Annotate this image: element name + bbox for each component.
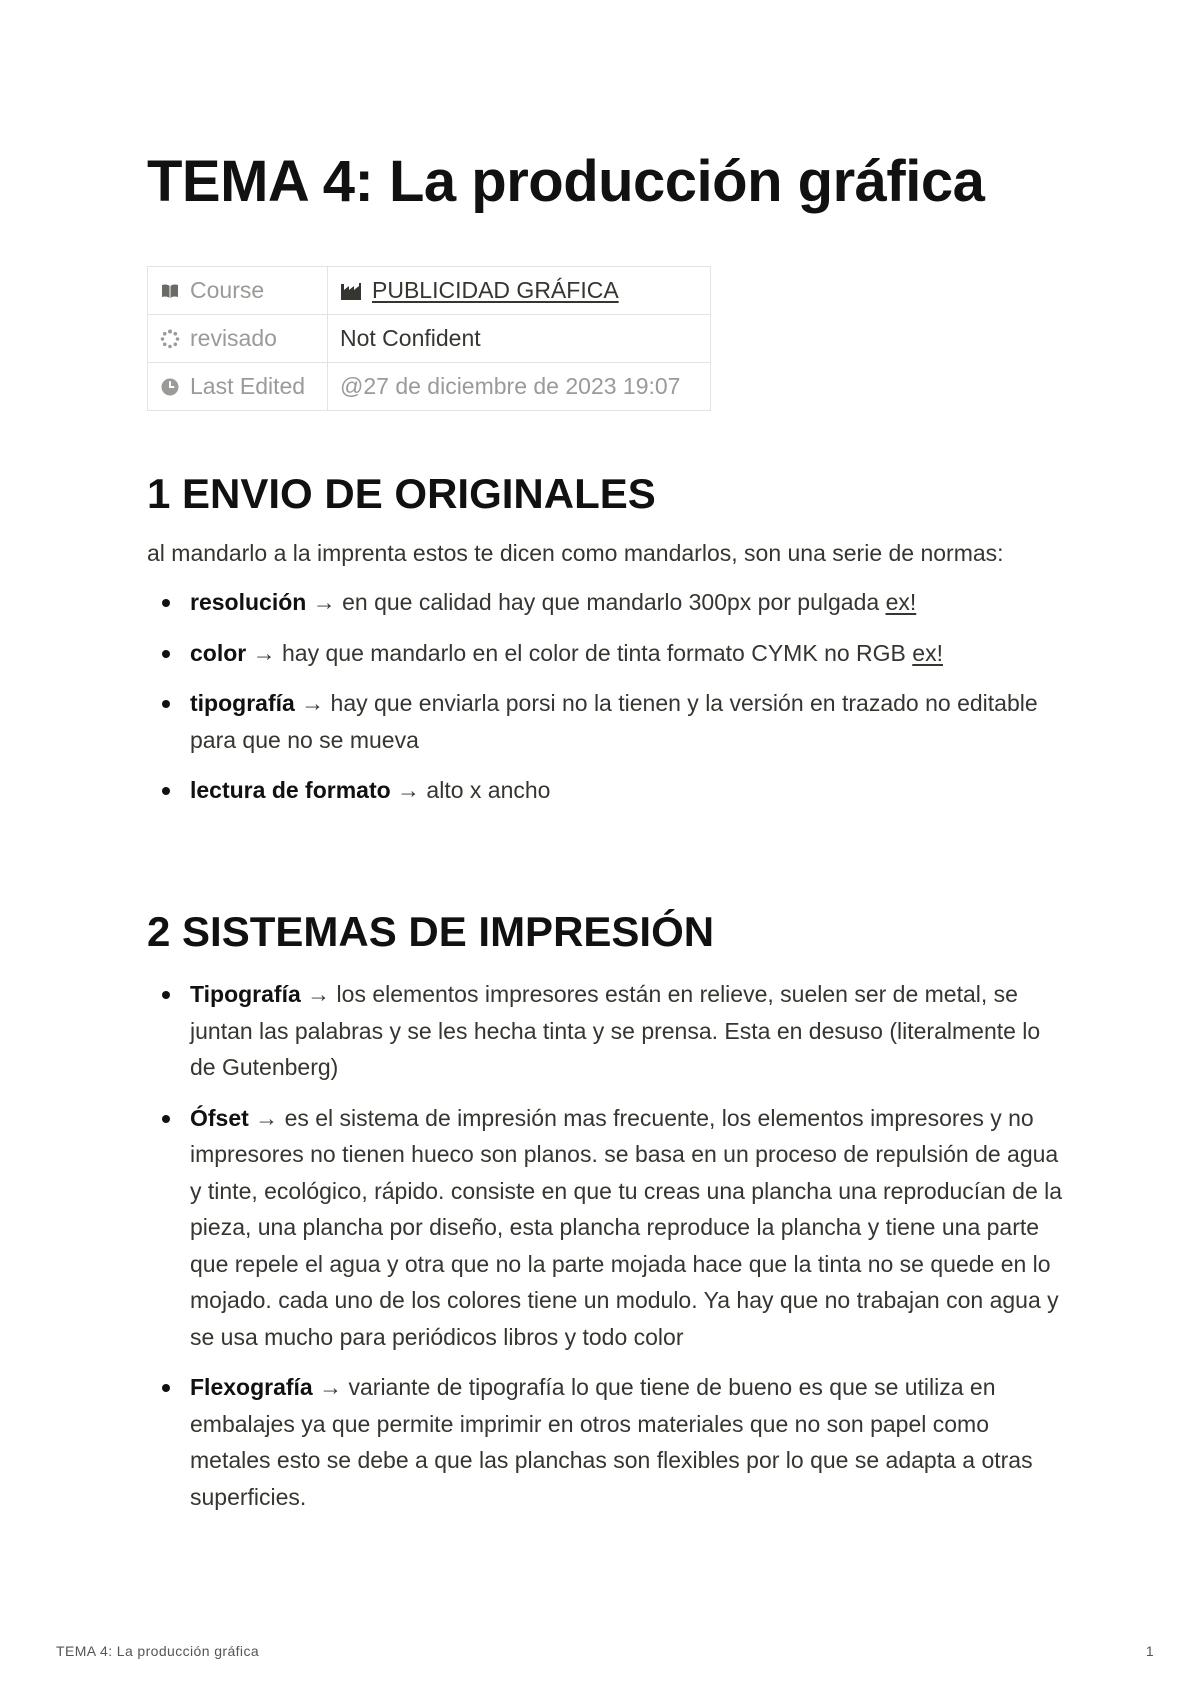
book-icon <box>160 281 180 301</box>
list-item: color → hay que mandarlo en el color de tinta formato CYMK no RGB ex! <box>147 635 1067 672</box>
section1-list <box>147 584 1067 823</box>
property-row-last-edited <box>148 363 711 411</box>
list-item: resolución → en que calidad hay que mandarlo 300px por pulgada ex! <box>147 584 1067 621</box>
section-heading: 2 SISTEMAS DE IMPRESIÓN <box>147 908 715 955</box>
footer-title: TEMA 4: La producción gráfica <box>56 1643 260 1659</box>
property-key-label: Last Edited <box>190 373 306 399</box>
example-link[interactable]: ex! <box>912 639 943 666</box>
spinner-icon <box>160 329 180 349</box>
properties-table <box>147 266 711 411</box>
list-item: Ófset → es el sistema de impresión mas frecuente, los elementos impresores y no impresores no tienen hueco son planos. se basa en un proceso de repulsión de agua y tinte, ecológico, rápido. consiste en que tu creas una plancha una reproducían de la pieza, una plancha por diseño, esta plancha reproduce la plancha y tiene una parte que repele el agua y otra que no la parte mojada hace que la tinta no se quede en lo mojado. cada uno de los colores tiene un modulo. Ya hay que no trabajan con agua y se usa mucho para periódicos libros y todo color <box>147 1100 1067 1356</box>
property-key-label: revisado <box>190 325 277 351</box>
property-row-revisado <box>148 315 711 363</box>
clock-icon <box>160 377 180 397</box>
property-key-course <box>148 267 328 315</box>
list-item: Tipografía → los elementos impresores están en relieve, suelen ser de metal, se juntan las palabras y se les hecha tinta y se prensa. Esta en desuso (literalmente lo de Gutenberg) <box>147 976 1067 1086</box>
section2-list <box>147 976 1067 1529</box>
example-link[interactable]: ex! <box>885 589 917 615</box>
footer-page-number: 1 <box>1145 1643 1154 1659</box>
property-key-last-edited <box>148 363 328 411</box>
list-item: Flexografía → variante de tipografía lo que tiene de bueno es que se utiliza en embalajes ya que permite imprimir en otros materiales que no son papel como metales esto se debe a que las planchas son flexibles por lo que se adapta a otras superficies. <box>147 1369 1067 1515</box>
section-heading: 1 ENVIO DE ORIGINALES <box>147 470 656 517</box>
course-link[interactable]: PUBLICIDAD GRÁFICA <box>372 277 619 303</box>
property-row-course <box>148 267 711 315</box>
property-key-label: Course <box>190 277 265 303</box>
property-value-last-edited: @27 de diciembre de 2023 19:07 <box>328 363 711 411</box>
list-item: lectura de formato → alto x ancho <box>147 772 1067 809</box>
property-value-revisado[interactable]: Not Confident <box>328 315 711 363</box>
property-key-revisado <box>148 315 328 363</box>
list-item: tipografía → hay que enviarla porsi no la tienen y la versión en trazado no editable para que no se mueva <box>147 685 1067 758</box>
factory-icon <box>340 281 362 301</box>
page-title: TEMA 4: La producción gráfica <box>147 149 985 214</box>
property-value-course[interactable] <box>328 267 711 315</box>
section-intro: al mandarlo a la imprenta estos te dicen como mandarlos, son una serie de normas: <box>147 540 1004 566</box>
